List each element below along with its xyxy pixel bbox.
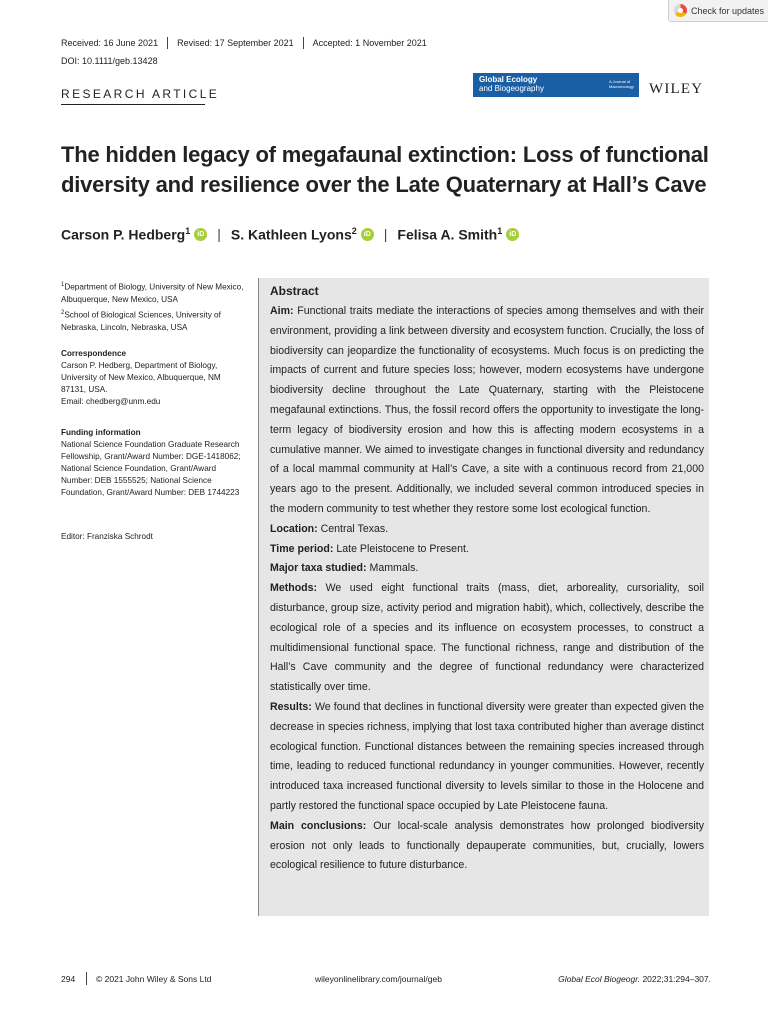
publisher-logo[interactable]: WILEY [649,81,704,97]
funding-text: National Science Foundation Graduate Research Fellowship, Grant/Award Number: DGE-1418062; National Science Foundation, Grant/Award Number: DEB 1555525; National Science Foundation, Grant/Award Number: DEB 1744223 [61,440,241,497]
check-for-updates-button[interactable] [668,0,768,22]
author-separator: | [217,226,221,243]
correspondence-heading: Correspondence [61,349,127,358]
check-for-updates-label: Check for updates [691,5,765,16]
copyright: © 2021 John Wiley & Sons Ltd [96,974,212,984]
abstract-aim: Aim: Functional traits mediate the interactions of species among themselves and with their environment, providing a link between diversity and ecosystem function. Crucially, the loss of biodiversity can jeopardize the functionality of ecosystems. Much focus is on predicting the impacts of current and future species loss; however, modern ecosystems have undergone biodiversity decline throughout the Late Quaternary, starting with the Pleistocene megafaunal extinctions. Thus, the fossil record offers the opportunity to investigate the long-term legacy of biodiversity erosion and how this is affecting modern ecosystems in a cumulative manner. We aimed to investigate changes in functional diversity and redundancy of a local mammal community at Hall’s Cave, a site with a continuous record from 21,000 years ago to the present. Additionally, we included several common introduced species in the modern community to test whether they restore some lost ecological function. [270,305,704,515]
journal-tagline: A Journal of Macroecology [609,79,634,89]
author-name[interactable]: S. Kathleen Lyons$^2$ [230,226,357,243]
abstract-heading: Abstract [270,284,319,298]
abstract-results: Results: We found that declines in functional diversity were greater than expected given the decrease in species richness, implying that lost taxa contributed higher than average distinct ecological function. Functional distances between the remaining species increased through time, leading to reduced functional redundancy in younger communities. However, recently introduced taxa increased functional diversity to levels similar to those in the Holocene and partly restored the functional space occupied by Late Pleistocene fauna. [270,700,704,812]
abstract-time-period: Time period: Late Pleistocene to Present. [270,542,469,555]
footer-divider [86,972,87,985]
date-divider [167,37,168,49]
journal-name-line2: and Biogeography [479,84,544,93]
journal-url[interactable]: wileyonlinelibrary.com/journal/geb [315,974,442,984]
author-name[interactable]: Carson P. Hedberg$^1$ [61,226,191,243]
author-separator: | [383,226,388,243]
page-number: 294 [61,974,76,984]
article-type-rule [61,104,205,105]
article-title: The hidden legacy of megafaunal extinction: Loss of functional diversity and resilience over the Late Quaternary at Hall’s Cave [61,142,709,197]
orcid-icon[interactable]: iD [194,228,207,241]
orcid-icon[interactable]: iD [361,228,374,241]
article-dates [61,37,427,49]
orcid-icon[interactable]: iD [506,228,519,241]
author-name[interactable]: Felisa A. Smith$^1$ [397,226,503,243]
affiliation: $^1$Department of Biology, University of New Mexico, Albuquerque, New Mexico, USA [61,282,244,304]
correspondence-block [61,348,246,408]
received-date: Received: 16 June 2021 [61,38,159,48]
crossmark-icon [674,4,687,17]
accepted-date: Accepted: 1 November 2021 [312,38,427,48]
doi-link[interactable]: DOI: 10.1111/geb.13428 [61,56,158,66]
abstract-location: Location: Central Texas. [270,522,389,535]
citation: Global Ecol Biogeogr. 2022;31:294–307. [558,974,711,984]
journal-logo[interactable] [473,73,639,97]
editor-line: Editor: Franziska Schrodt [61,532,153,541]
author-list [61,226,519,243]
abstract-taxa: Major taxa studied: Mammals. [270,562,419,575]
revised-date: Revised: 17 September 2021 [177,38,294,48]
date-divider [303,37,304,49]
journal-name-line1: Global Ecology [479,75,538,84]
affiliation: $^2$School of Biological Sciences, University of Nebraska, Lincoln, Nebraska, USA [61,310,221,332]
funding-block [61,427,246,499]
correspondence-email[interactable]: Email: chedberg@unm.edu [61,397,161,406]
abstract-methods: Methods: We used eight functional traits (mass, diet, arboreality, cursoriality, soil disturbance, group size, activity period and migration habit), which, collectively, describe the ecological role of a species and its influence on ecosystem processes, to construct a multidimensional functional space. The functional richness, range and distribution of the Hall’s Cave community and the degree of functional redundancy were characterized statistically over time. [270,582,704,694]
abstract-conclusions: Main conclusions: Our local-scale analysis demonstrates how prolonged biodiversity erosion not only leads to functionally depauperate communities, but, crucially, lowers ecological resilience to future disturbance. [270,819,704,872]
abstract-box [258,278,709,916]
funding-heading: Funding information [61,428,141,437]
article-type: RESEARCH ARTICLE [61,87,220,101]
correspondence-text: Carson P. Hedberg, Department of Biology, University of New Mexico, Albuquerque, NM 87131, USA. [61,361,221,394]
